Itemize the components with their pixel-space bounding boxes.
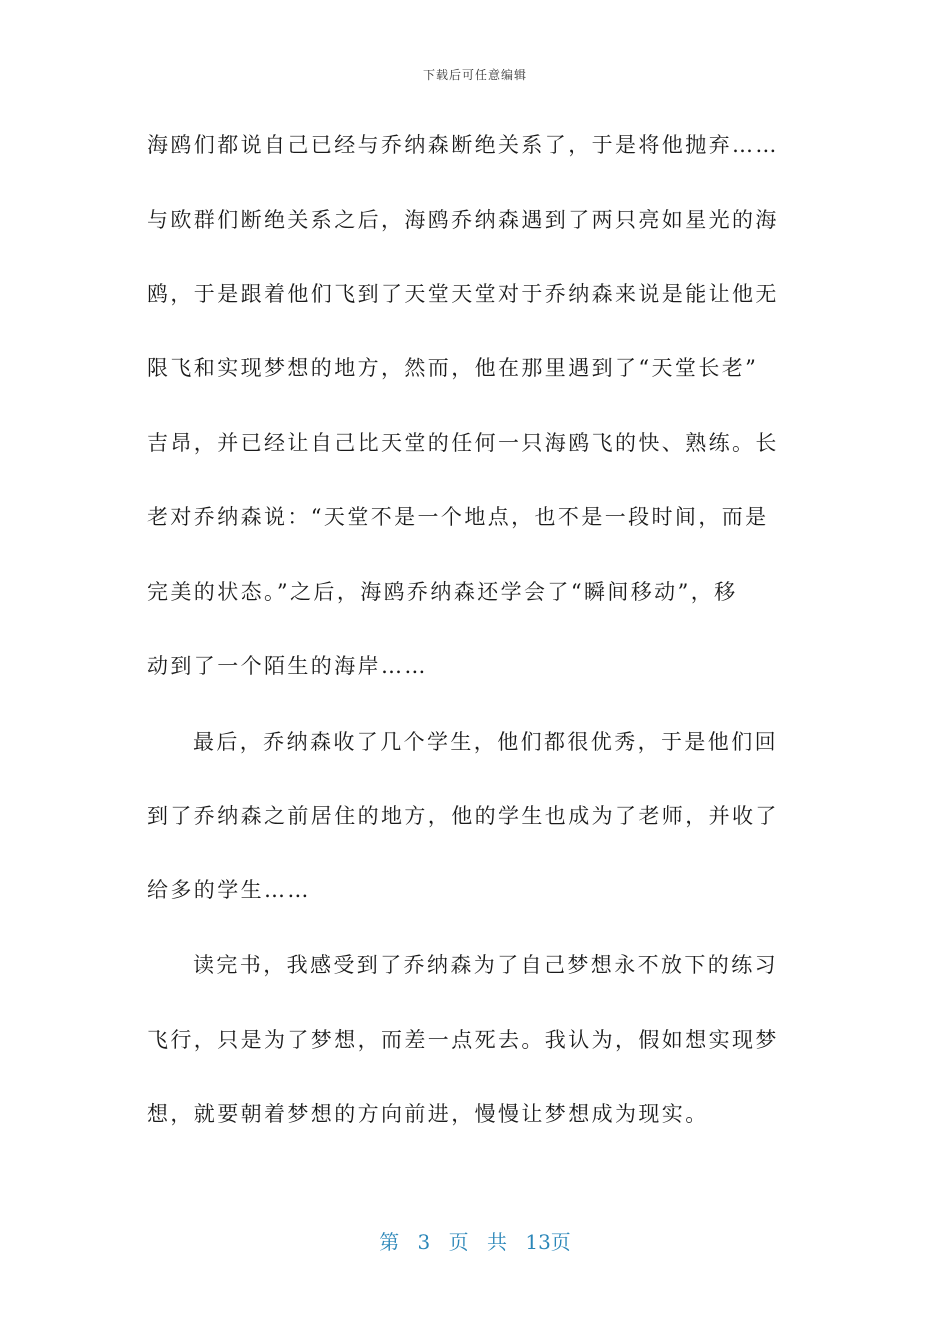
text-line: 吉昂，并已经让自己比天堂的任何一只海鸥飞的快、熟练。长 <box>147 431 779 455</box>
text-line: 飞行，只是为了梦想，而差一点死去。我认为，假如想实现梦 <box>147 1028 779 1052</box>
footer-page-label: 第 <box>379 1230 400 1254</box>
paragraph-first-line: 最后，乔纳森收了几个学生，他们都很优秀，于是他们回 <box>193 730 778 754</box>
text-line: 完美的状态。”之后，海鸥乔纳森还学会了“瞬间移动”，移 <box>147 580 738 604</box>
paragraph-first-line: 读完书，我感受到了乔纳森为了自己梦想永不放下的练习 <box>193 953 778 977</box>
text-line: 鸥，于是跟着他们飞到了天堂天堂对于乔纳森来说是能让他无 <box>147 282 779 306</box>
footer-page-number: 3 <box>417 1230 431 1254</box>
footer-page-unit: 页 <box>448 1230 469 1254</box>
text-line: 给多的学生…… <box>147 878 311 902</box>
footer-total-pages: 13页 <box>525 1230 571 1254</box>
text-line: 限飞和实现梦想的地方，然而，他在那里遇到了“天堂长老” <box>147 356 759 380</box>
footer-total-label: 共 <box>487 1230 507 1254</box>
text-line: 动到了一个陌生的海岸…… <box>147 654 428 678</box>
page-footer <box>0 1226 950 1255</box>
text-line: 海鸥们都说自己已经与乔纳森断绝关系了，于是将他抛弃…… <box>147 133 779 157</box>
text-line: 想，就要朝着梦想的方向前进，慢慢让梦想成为现实。 <box>147 1102 709 1126</box>
text-line: 到了乔纳森之前居住的地方，他的学生也成为了老师，并收了 <box>147 804 779 828</box>
text-line: 与欧群们断绝关系之后，海鸥乔纳森遇到了两只亮如星光的海 <box>147 208 779 232</box>
text-line: 老对乔纳森说：“天堂不是一个地点，也不是一段时间，而是 <box>147 505 769 529</box>
page-header-note: 下载后可任意编辑 <box>422 68 527 82</box>
